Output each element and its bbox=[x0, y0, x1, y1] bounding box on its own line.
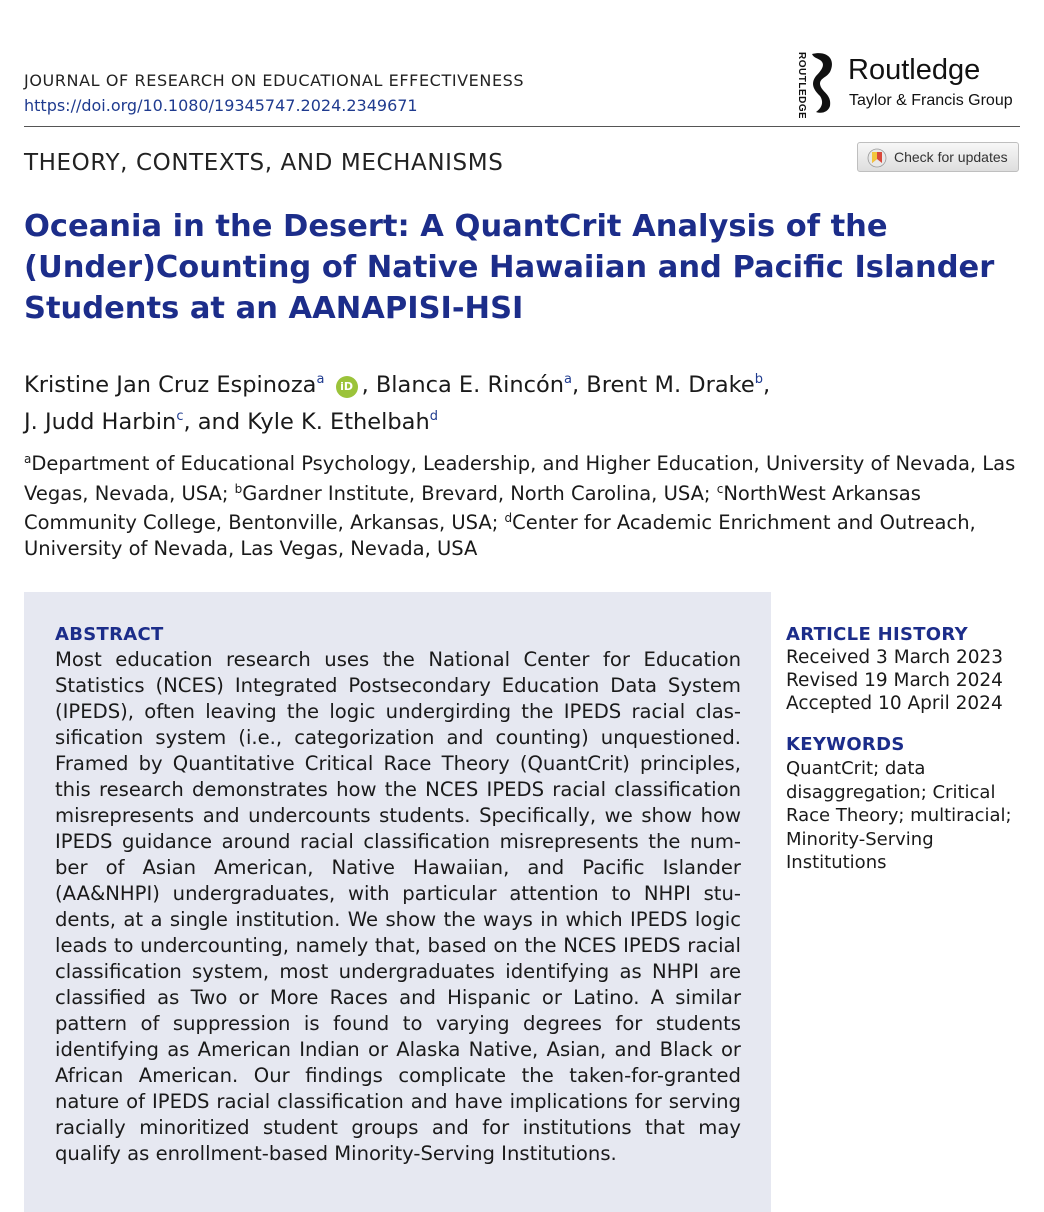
author-name[interactable]: J. Judd Harbin bbox=[24, 409, 177, 435]
affiliations bbox=[24, 447, 1024, 561]
doi-link[interactable]: https://doi.org/10.1080/19345747.2024.2349671 bbox=[24, 96, 418, 115]
check-for-updates-button[interactable] bbox=[857, 142, 1019, 172]
affiliation-text: Department of Educational Psychology, Leadership, and Higher Education, University of Nevada, Las Vegas, Nevada, USA; bbox=[24, 452, 1016, 505]
journal-name: JOURNAL OF RESEARCH ON EDUCATIONAL EFFECTIVENESS bbox=[24, 71, 525, 90]
article-title: Oceania in the Desert: A QuantCrit Analysis of the (Under)Counting of Native Hawaiian and Pacific Islander Students at an AANAPISI-HSI bbox=[24, 209, 995, 326]
affiliation-marker[interactable]: a bbox=[316, 372, 325, 387]
affiliation-text: Center for Academic Enrichment and Outreach, University of Nevada, Las Vegas, Nevada, USA bbox=[24, 511, 976, 560]
affiliation-marker[interactable]: a bbox=[563, 372, 572, 387]
author-list: Kristine Jan Cruz Espinoza$^a$ iD , Blanca E. Rincón$^a$, Brent M. Drake$^b$, J. Judd Harbin$^c$, and Kyle K. Ethelbah$^d$ bbox=[24, 372, 771, 435]
routledge-logo-icon bbox=[790, 46, 1020, 118]
keywords-text: QuantCrit; data disaggregation; Critical Race Theory; multiracial; Minority-Serving Institutions bbox=[786, 758, 1012, 873]
affiliation-sup: b bbox=[234, 481, 243, 496]
abstract-text: Most education research uses the National Center for Education Statistics (NCES) Integrated Postsecondary Education Data System (IPEDS), often leaving the logic undergirding the IPEDS racial classification system (i.e., categorization and counting) unquestioned. Framed by Quantitative Critical Race Theory (QuantCrit) principles, this research demonstrates how the NCES IPEDS racial classification misrepresents and undercounts students. Specifically, we show how IPEDS guidance around racial classification misrepresents the number of Asian American, Native Hawaiian, and Pacific Islander (AA&NHPI) undergraduates, with particular attention to NHPI students, at a single institution. We show the ways in which IPEDS logic leads to undercounting, namely that, based on the NCES IPEDS racial classification system, most undergraduates identifying as NHPI are classified as Two or More Races and Hispanic or Latino. A similar pattern of suppression is found to varying degrees for students identifying as American Indian or Alaska Native, Asian, and Black or African American. Our findings complicate the taken-for-granted nature of IPEDS racial classification and have implications for serving racially minoritized student groups and for institutions that may qualify as enrollment-based Minority-Serving Institutions. bbox=[55, 648, 741, 1165]
publisher-vertical-text: ROUTLEDGE bbox=[796, 52, 807, 118]
author-name[interactable]: Kyle K. Ethelbah bbox=[247, 409, 430, 435]
revised-date: Revised 19 March 2024 bbox=[786, 670, 1003, 691]
publisher-logo[interactable] bbox=[790, 46, 1020, 118]
received-date: Received 3 March 2023 bbox=[786, 647, 1004, 668]
affiliation-text: NorthWest Arkansas Community College, Bentonville, Arkansas, USA; bbox=[24, 481, 921, 534]
affiliation-marker[interactable]: b bbox=[754, 372, 763, 387]
author-name[interactable]: Blanca E. Rincón bbox=[375, 372, 564, 398]
abstract-heading: ABSTRACT bbox=[55, 624, 164, 645]
publisher-group: Taylor & Francis Group bbox=[849, 92, 1013, 109]
section-label: THEORY, CONTEXTS, AND MECHANISMS bbox=[24, 150, 504, 176]
affiliation-text: Gardner Institute, Brevard, North Carolina, USA; bbox=[242, 481, 717, 505]
author-name[interactable]: Kristine Jan Cruz Espinoza bbox=[24, 372, 317, 398]
check-updates-label: Check for updates bbox=[894, 149, 1008, 165]
affiliation-sup: c bbox=[716, 481, 724, 496]
keywords-heading: KEYWORDS bbox=[786, 734, 905, 755]
affiliation-sup: a bbox=[24, 452, 32, 466]
orcid-icon[interactable]: iD bbox=[336, 376, 358, 398]
crossmark-icon bbox=[867, 148, 887, 168]
article-history-heading: ARTICLE HISTORY bbox=[786, 624, 968, 645]
header-divider bbox=[24, 126, 1020, 127]
publisher-name: Routledge bbox=[848, 54, 981, 86]
affiliation-marker[interactable]: d bbox=[429, 409, 438, 424]
author-name[interactable]: Brent M. Drake bbox=[586, 372, 755, 398]
affiliation-sup: d bbox=[504, 511, 513, 525]
affiliation-marker[interactable]: c bbox=[176, 409, 184, 424]
accepted-date: Accepted 10 April 2024 bbox=[786, 693, 1003, 714]
